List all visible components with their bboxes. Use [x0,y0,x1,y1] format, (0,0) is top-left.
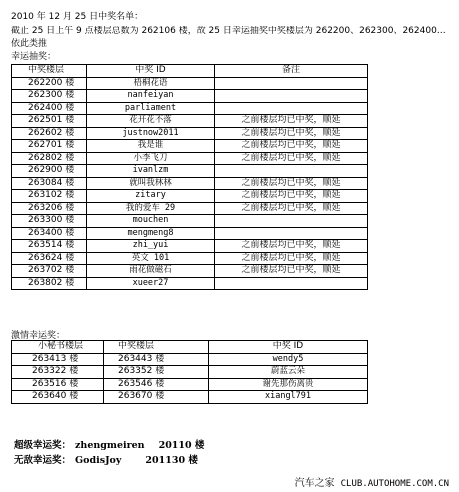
cell-floor: 262200 楼 [12,77,87,90]
column-header-floor: 中奖楼层 [104,341,209,354]
cell-note [215,227,368,240]
prize-label: 超级幸运奖： [14,440,72,451]
table-header-row [12,341,368,354]
rule-text: 截止 25 日上午 9 点楼层总数为 262106 楼，故 25 日幸运抽奖中奖楼层为 262200、262300、262400… [11,26,446,36]
cell-note: 之前楼层均已中奖，顺延 [215,115,368,128]
cell-secretary-floor: 263413 楼 [12,353,104,366]
cell-floor: 263352 楼 [104,366,209,379]
cell-floor: 262802 楼 [12,152,87,165]
cell-winner-id: justnow2011 [87,127,215,140]
cell-winner-id: wendy5 [209,353,368,366]
prize-floor: 201130 楼 [145,455,198,466]
passion-lucky-table [11,340,368,404]
cell-note [215,90,368,103]
table-row [12,227,368,240]
table-row [12,90,368,103]
cell-winner-id: zitary [87,190,215,203]
cell-winner-id: 我的爱车 29 [87,202,215,215]
cell-winner-id: 谢先那伤离贵 [209,378,368,391]
table-row [12,366,368,379]
cell-winner-id: xiangl791 [209,391,368,404]
cell-floor: 263300 楼 [12,215,87,228]
super-lucky-prize [14,437,204,451]
column-header-secretary-floor: 小秘书楼层 [12,341,104,354]
cell-note: 之前楼层均已中奖，顺延 [215,140,368,153]
table-row [12,102,368,115]
cell-floor: 263443 楼 [104,353,209,366]
cell-note: 之前楼层均已中奖，顺延 [215,265,368,278]
cell-floor: 262501 楼 [12,115,87,128]
table-row [12,165,368,178]
cell-note: 之前楼层均已中奖，顺延 [215,127,368,140]
cell-note: 之前楼层均已中奖，顺延 [215,177,368,190]
cell-floor: 263546 楼 [104,378,209,391]
cell-floor: 262602 楼 [12,127,87,140]
note-text: 依此类推 [11,39,48,49]
invincible-lucky-prize [14,452,198,466]
watermark-url: CLUB.AUTOHOME.COM.CN [340,479,449,489]
column-header-id: 中奖 ID [209,341,368,354]
table-row [12,353,368,366]
cell-winner-id: zhi_yui [87,240,215,253]
table-row [12,265,368,278]
prize-floor: 20110 楼 [158,440,205,451]
cell-note [215,77,368,90]
prize-winner-name: zhengmeiren [75,440,145,451]
cell-note [215,215,368,228]
cell-winner-id: mouchen [87,215,215,228]
cell-winner-id: xueer27 [87,277,215,290]
cell-note: 之前楼层均已中奖，顺延 [215,240,368,253]
table-header-row [12,65,368,78]
cell-winner-id: mengmeng8 [87,227,215,240]
table-row [12,277,368,290]
cell-floor: 263206 楼 [12,202,87,215]
cell-secretary-floor: 263640 楼 [12,391,104,404]
cell-floor: 263802 楼 [12,277,87,290]
cell-winner-id: nanfeiyan [87,90,215,103]
table-row [12,152,368,165]
table-row [12,215,368,228]
cell-floor: 263702 楼 [12,265,87,278]
cell-floor: 262400 楼 [12,102,87,115]
column-header-note: 备注 [215,65,368,78]
table-row [12,77,368,90]
cell-floor: 263102 楼 [12,190,87,203]
prize-winner-name: GodisJoy [75,455,122,466]
section-passion-caption: 激情幸运奖： [11,331,66,341]
cell-winner-id: parliament [87,102,215,115]
cell-winner-id: ivanlzm [87,165,215,178]
cell-note: 之前楼层均已中奖，顺延 [215,190,368,203]
table-row [12,177,368,190]
cell-winner-id: 小李飞刀 [87,152,215,165]
prize-label: 无敌幸运奖： [14,455,72,466]
cell-floor: 263084 楼 [12,177,87,190]
cell-note [215,102,368,115]
cell-secretary-floor: 263516 楼 [12,378,104,391]
cell-note [215,165,368,178]
table-row [12,127,368,140]
cell-floor: 263400 楼 [12,227,87,240]
cell-note: 之前楼层均已中奖，顺延 [215,202,368,215]
table-row [12,190,368,203]
table-row [12,252,368,265]
announcement-title: 2010 年 12 月 25 日中奖名单： [11,12,144,22]
cell-winner-id: 花开花不落 [87,115,215,128]
table-row [12,115,368,128]
cell-floor: 263624 楼 [12,252,87,265]
cell-winner-id: 梧桐花语 [87,77,215,90]
site-watermark [295,474,449,489]
cell-floor: 262701 楼 [12,140,87,153]
cell-note: 之前楼层均已中奖，顺延 [215,152,368,165]
cell-floor: 262900 楼 [12,165,87,178]
cell-winner-id: 我是谁 [87,140,215,153]
cell-note [215,277,368,290]
table-row [12,378,368,391]
cell-note: 之前楼层均已中奖，顺延 [215,252,368,265]
section-lucky-draw-caption: 幸运抽奖： [11,52,57,62]
watermark-brand: 汽车之家 [294,478,335,489]
table-row [12,240,368,253]
cell-winner-id: 蔚蓝云朵 [209,366,368,379]
column-header-id: 中奖 ID [87,65,215,78]
table-row [12,391,368,404]
table-row [12,140,368,153]
cell-secretary-floor: 263322 楼 [12,366,104,379]
cell-floor: 263670 楼 [104,391,209,404]
cell-winner-id: 雨花做磁石 [87,265,215,278]
table-row [12,202,368,215]
cell-floor: 262300 楼 [12,90,87,103]
column-header-floor: 中奖楼层 [12,65,87,78]
cell-winner-id: 英文 101 [87,252,215,265]
lucky-draw-table [11,64,368,290]
cell-winner-id: 就叫我林林 [87,177,215,190]
cell-floor: 263514 楼 [12,240,87,253]
